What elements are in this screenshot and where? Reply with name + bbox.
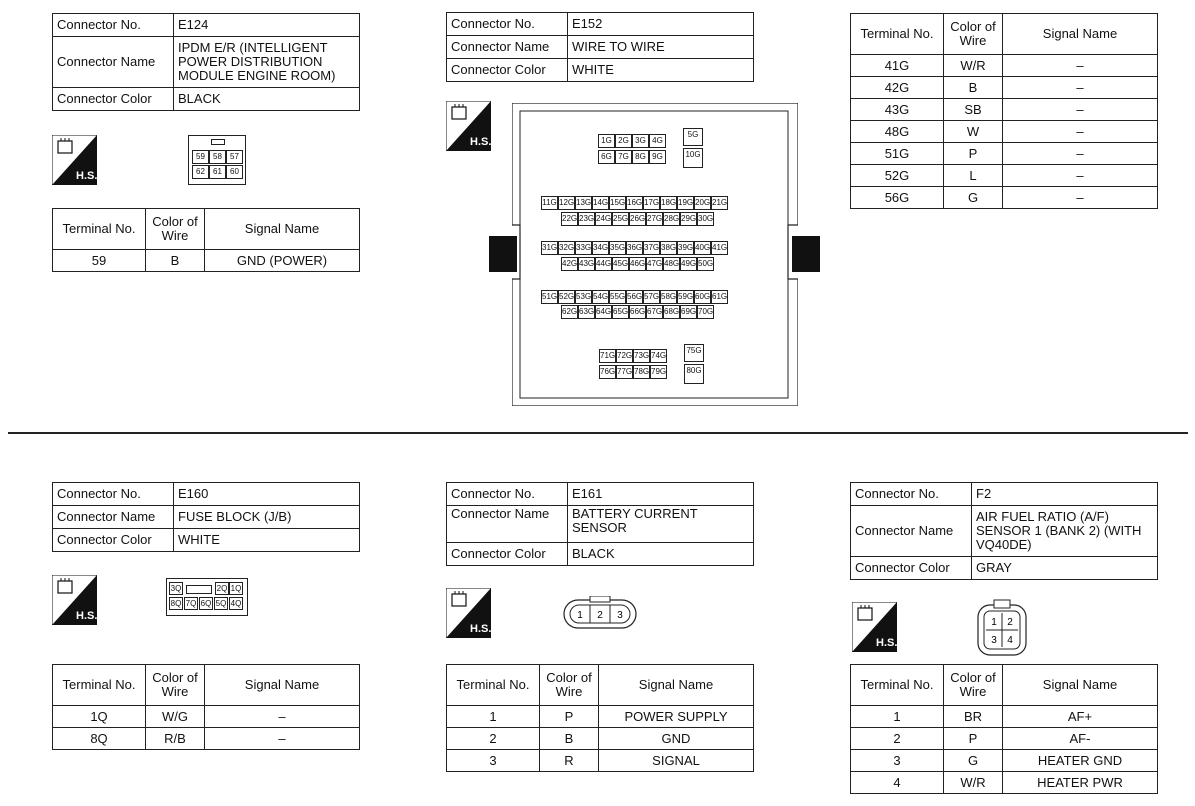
cell: –	[1003, 99, 1158, 121]
info-key: Connector No.	[447, 13, 568, 36]
cell: 51G	[851, 143, 944, 165]
pin-cell: 71G	[599, 349, 616, 363]
pin-cell: 79G	[650, 365, 667, 379]
hs-harness-side-icon	[446, 101, 491, 151]
pin-cell: 19G	[677, 196, 694, 210]
pin-cell: 78G	[633, 365, 650, 379]
hs-harness-side-icon	[52, 575, 97, 625]
pin-cell: 80G	[684, 364, 704, 384]
col-signal: Signal Name	[1003, 14, 1158, 55]
pin-cell: 2G	[615, 134, 632, 148]
pin-cell: 68G	[663, 305, 680, 319]
pin-cell: 62	[192, 165, 209, 179]
info-value: WHITE	[174, 529, 360, 552]
hs-harness-side-icon	[852, 602, 897, 652]
cell: P	[944, 143, 1003, 165]
table-row	[447, 750, 754, 772]
e124-terminal-table	[52, 208, 360, 272]
pin-cell: 57G	[643, 290, 660, 304]
cell: B	[146, 250, 205, 272]
info-key: Connector Name	[851, 506, 972, 557]
pin-cell: 59	[192, 150, 209, 164]
pin-label: 3	[617, 610, 623, 621]
cell: SB	[944, 99, 1003, 121]
cell: 1	[851, 706, 944, 728]
e160-info-table	[52, 482, 360, 552]
cell: 43G	[851, 99, 944, 121]
pin-label: 1	[577, 610, 583, 621]
pin-cell: 45G	[612, 257, 629, 271]
info-value: BLACK	[174, 88, 360, 111]
section-divider	[8, 432, 1188, 434]
pin-cell: 17G	[643, 196, 660, 210]
pin-cell: 37G	[643, 241, 660, 255]
pin-cell: 77G	[616, 365, 633, 379]
pin-cell: 56G	[626, 290, 643, 304]
cell: 41G	[851, 55, 944, 77]
table-row	[447, 706, 754, 728]
pin-cell: 28G	[663, 212, 680, 226]
info-key: Connector Color	[447, 59, 568, 82]
info-value: BATTERY CURRENT SENSOR	[568, 506, 754, 543]
pin-cell: 22G	[561, 212, 578, 226]
table-row	[851, 187, 1158, 209]
pin-cell: 70G	[697, 305, 714, 319]
info-value: IPDM E/R (INTELLIGENT POWER DISTRIBUTION MODULE ENGINE ROOM)	[174, 37, 360, 88]
cell: GND	[599, 728, 754, 750]
pin-cell: 66G	[629, 305, 646, 319]
col-signal: Signal Name	[205, 665, 360, 706]
cell: AF+	[1003, 706, 1158, 728]
col-wire-color: Color of Wire	[540, 665, 599, 706]
col-terminal: Terminal No.	[447, 665, 540, 706]
cell: 2	[851, 728, 944, 750]
info-value: E161	[568, 483, 754, 506]
table-row	[53, 706, 360, 728]
table-row	[851, 143, 1158, 165]
pin-cell: 38G	[660, 241, 677, 255]
pin-cell: 63G	[578, 305, 595, 319]
pin-cell: 50G	[697, 257, 714, 271]
hs-harness-side-icon	[446, 588, 491, 638]
e152-terminal-table	[850, 13, 1158, 209]
pin-cell: 8G	[632, 150, 649, 164]
pin-cell: 72G	[616, 349, 633, 363]
info-value: WHITE	[568, 59, 754, 82]
pin-label: 1	[991, 617, 997, 628]
hs-label: H.S.	[76, 610, 97, 622]
pin-cell: 60G	[694, 290, 711, 304]
cell: W/R	[944, 55, 1003, 77]
pin-cell: 27G	[646, 212, 663, 226]
col-wire-color: Color of Wire	[146, 665, 205, 706]
pin-cell: 62G	[561, 305, 578, 319]
cell: R	[540, 750, 599, 772]
info-key: Connector Name	[53, 506, 174, 529]
pin-cell: 24G	[595, 212, 612, 226]
col-terminal: Terminal No.	[851, 14, 944, 55]
pin-cell: 59G	[677, 290, 694, 304]
e124-connector-face	[188, 135, 246, 185]
info-value: E124	[174, 14, 360, 37]
pin-label: 2	[1007, 617, 1013, 628]
pin-cell: 5Q	[215, 599, 227, 608]
pin-cell: 31G	[541, 241, 558, 255]
pin-label: 2	[597, 610, 603, 621]
cell: P	[540, 706, 599, 728]
table-row	[447, 728, 754, 750]
pin-cell: 54G	[592, 290, 609, 304]
table-row	[851, 99, 1158, 121]
e152-info-table	[446, 12, 754, 82]
pin-cell: 69G	[680, 305, 697, 319]
pin-cell: 3Q	[170, 584, 182, 593]
info-value: WIRE TO WIRE	[568, 36, 754, 59]
pin-cell: 57	[226, 150, 243, 164]
pin-cell: 76G	[599, 365, 616, 379]
cell: 52G	[851, 165, 944, 187]
pin-cell: 29G	[680, 212, 697, 226]
cell: W	[944, 121, 1003, 143]
cell: –	[1003, 121, 1158, 143]
info-key: Connector Name	[447, 36, 568, 59]
pin-cell: 46G	[629, 257, 646, 271]
cell: –	[1003, 77, 1158, 99]
cell: 42G	[851, 77, 944, 99]
pin-cell: 67G	[646, 305, 663, 319]
pin-cell: 36G	[626, 241, 643, 255]
e161-info-table	[446, 482, 754, 566]
col-terminal: Terminal No.	[53, 665, 146, 706]
cell: AF-	[1003, 728, 1158, 750]
info-key: Connector No.	[851, 483, 972, 506]
pin-cell: 10G	[683, 148, 703, 168]
table-row	[851, 55, 1158, 77]
pin-cell: 47G	[646, 257, 663, 271]
info-key: Connector Color	[851, 557, 972, 580]
cell: –	[1003, 55, 1158, 77]
cell: –	[1003, 187, 1158, 209]
cell: G	[944, 750, 1003, 772]
pin-cell: 44G	[595, 257, 612, 271]
pin-cell: 15G	[609, 196, 626, 210]
cell: –	[1003, 143, 1158, 165]
pin-cell: 49G	[680, 257, 697, 271]
pin-cell: 2Q	[216, 584, 228, 593]
info-value: F2	[972, 483, 1158, 506]
pin-cell: 65G	[612, 305, 629, 319]
pin-cell: 13G	[575, 196, 592, 210]
col-wire-color: Color of Wire	[146, 209, 205, 250]
e160-connector-face	[166, 578, 248, 616]
pin-cell: 73G	[633, 349, 650, 363]
cell: POWER SUPPLY	[599, 706, 754, 728]
info-value: BLACK	[568, 543, 754, 566]
e124-info-table	[52, 13, 360, 111]
pin-cell: 48G	[663, 257, 680, 271]
cell: GND (POWER)	[205, 250, 360, 272]
pin-cell: 6Q	[200, 599, 212, 608]
info-key: Connector No.	[53, 14, 174, 37]
col-terminal: Terminal No.	[851, 665, 944, 706]
f2-connector-face	[976, 599, 1028, 657]
pin-cell: 39G	[677, 241, 694, 255]
cell: 59	[53, 250, 146, 272]
cell: 3	[447, 750, 540, 772]
cell: SIGNAL	[599, 750, 754, 772]
hs-label: H.S.	[876, 637, 897, 649]
pin-cell: 25G	[612, 212, 629, 226]
cell: –	[205, 728, 360, 750]
pin-cell: 34G	[592, 241, 609, 255]
col-wire-color: Color of Wire	[944, 14, 1003, 55]
pin-cell: 58G	[660, 290, 677, 304]
pin-cell: 23G	[578, 212, 595, 226]
pin-cell: 55G	[609, 290, 626, 304]
cell: HEATER GND	[1003, 750, 1158, 772]
f2-terminal-table	[850, 664, 1158, 794]
info-value: AIR FUEL RATIO (A/F) SENSOR 1 (BANK 2) (WITH VQ40DE)	[972, 506, 1158, 557]
pin-cell: 1G	[598, 134, 615, 148]
col-signal: Signal Name	[1003, 665, 1158, 706]
info-key: Connector No.	[447, 483, 568, 506]
pin-cell: 21G	[711, 196, 728, 210]
pin-cell: 9G	[649, 150, 666, 164]
pin-cell: 64G	[595, 305, 612, 319]
cell: –	[1003, 165, 1158, 187]
cell: 3	[851, 750, 944, 772]
table-row	[53, 250, 360, 272]
cell: –	[205, 706, 360, 728]
pin-label: 3	[991, 635, 997, 646]
info-key: Connector Color	[447, 543, 568, 566]
pin-cell: 7G	[615, 150, 632, 164]
table-row	[851, 121, 1158, 143]
info-key: Connector Color	[53, 529, 174, 552]
pin-cell: 74G	[650, 349, 667, 363]
cell: 48G	[851, 121, 944, 143]
cell: W/G	[146, 706, 205, 728]
pin-cell: 18G	[660, 196, 677, 210]
col-terminal: Terminal No.	[53, 209, 146, 250]
info-key: Connector Name	[447, 506, 568, 543]
pin-cell: 42G	[561, 257, 578, 271]
cell: G	[944, 187, 1003, 209]
cell: B	[540, 728, 599, 750]
pin-label: 4	[1007, 635, 1013, 646]
pin-cell: 35G	[609, 241, 626, 255]
cell: R/B	[146, 728, 205, 750]
pin-cell: 30G	[697, 212, 714, 226]
pin-cell: 75G	[684, 344, 704, 362]
pin-cell: 53G	[575, 290, 592, 304]
cell: BR	[944, 706, 1003, 728]
pin-cell: 4Q	[230, 599, 242, 608]
pin-cell: 61	[209, 165, 226, 179]
cell: 2	[447, 728, 540, 750]
hs-label: H.S.	[76, 170, 97, 182]
info-key: Connector Name	[53, 37, 174, 88]
pin-cell: 43G	[578, 257, 595, 271]
hs-harness-side-icon	[52, 135, 97, 185]
pin-cell: 7Q	[185, 599, 197, 608]
pin-cell: 1Q	[230, 584, 242, 593]
cell: 4	[851, 772, 944, 794]
pin-cell: 5G	[683, 128, 703, 146]
pin-cell: 60	[226, 165, 243, 179]
cell: 1	[447, 706, 540, 728]
pin-cell: 51G	[541, 290, 558, 304]
table-row	[851, 772, 1158, 794]
pin-cell: 58	[209, 150, 226, 164]
pin-cell: 20G	[694, 196, 711, 210]
info-value: GRAY	[972, 557, 1158, 580]
e152-left-latch	[489, 236, 517, 272]
info-value: E152	[568, 13, 754, 36]
info-key: Connector Color	[53, 88, 174, 111]
table-row	[851, 77, 1158, 99]
pin-cell: 4G	[649, 134, 666, 148]
col-signal: Signal Name	[205, 209, 360, 250]
pin-cell: 41G	[711, 241, 728, 255]
cell: W/R	[944, 772, 1003, 794]
pin-cell: 61G	[711, 290, 728, 304]
pin-cell: 40G	[694, 241, 711, 255]
info-key: Connector No.	[53, 483, 174, 506]
pin-cell: 33G	[575, 241, 592, 255]
e161-terminal-table	[446, 664, 754, 772]
table-row	[851, 706, 1158, 728]
pin-cell: 26G	[629, 212, 646, 226]
cell: P	[944, 728, 1003, 750]
e152-right-latch	[792, 236, 820, 272]
f2-info-table	[850, 482, 1158, 580]
cell: 1Q	[53, 706, 146, 728]
pin-cell: 16G	[626, 196, 643, 210]
table-row	[851, 165, 1158, 187]
hs-label: H.S.	[470, 136, 491, 148]
info-value: E160	[174, 483, 360, 506]
cell: 56G	[851, 187, 944, 209]
pin-cell: 8Q	[170, 599, 182, 608]
pin-cell: 32G	[558, 241, 575, 255]
e161-connector-face	[562, 596, 638, 632]
pin-cell: 3G	[632, 134, 649, 148]
col-wire-color: Color of Wire	[944, 665, 1003, 706]
table-row	[53, 728, 360, 750]
col-signal: Signal Name	[599, 665, 754, 706]
pin-cell: 12G	[558, 196, 575, 210]
cell: B	[944, 77, 1003, 99]
table-row	[851, 728, 1158, 750]
pin-cell: 6G	[598, 150, 615, 164]
e160-terminal-table	[52, 664, 360, 750]
pin-cell: 14G	[592, 196, 609, 210]
pin-cell: 52G	[558, 290, 575, 304]
cell: L	[944, 165, 1003, 187]
cell: HEATER PWR	[1003, 772, 1158, 794]
table-row	[851, 750, 1158, 772]
pin-cell: 11G	[541, 196, 558, 210]
cell: 8Q	[53, 728, 146, 750]
info-value: FUSE BLOCK (J/B)	[174, 506, 360, 529]
hs-label: H.S.	[470, 623, 491, 635]
